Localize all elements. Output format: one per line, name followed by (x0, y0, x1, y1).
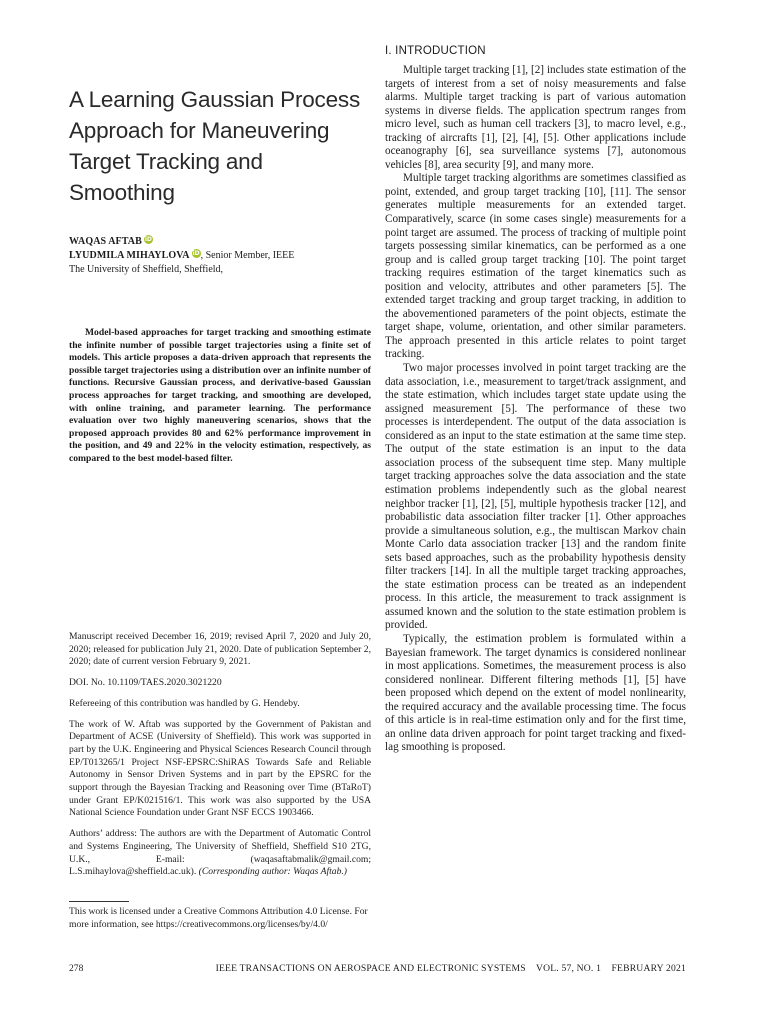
doi: DOI. No. 10.1109/TAES.2020.3021220 (69, 677, 222, 689)
author-name: WAQAS AFTAB (69, 236, 142, 247)
corresponding-author: (Corresponding author: Waqas Aftab.) (198, 866, 347, 878)
license-footnote: This work is licensed under a Creative Commons Attribution 4.0 License. For more information, see https://creativecommons.org/licenses/by/4.0/ (69, 906, 368, 930)
page-number: 278 (69, 963, 84, 974)
orcid-icon[interactable]: iD (144, 236, 152, 243)
author-suffix: , Senior Member, IEEE (200, 250, 295, 261)
paragraph: Two major processes involved in point target tracking are the data association, i.e., measurement to target/track assignment, and the state estimation, which includes target state update using the assigned measurement [5]. The performance of these two processes is interdependent. The output of the data association is considered as an input to the state estimation at the same time step. The output of the state estimation is an input to the data association process of the subsequent time step. Many multiple target tracking approaches solve the data association and the state estimation problems independently such as the global nearest neighbor tracker [1], [2], [5], multiple hypothesis tracker [12], and probabilistic data association filter tracker [1]. Other approaches provide a simultaneous solution, e.g., the multiscan Markov chain Monte Carlo data association tracker [13] and the random finite sets based approaches, such as the probability hypothesis density filter trackers [14]. In all the multiple target tracking approaches, the state estimation process can be treated as an independent process. In this article, the measurement to track assignment is assumed known and the solution to the state estimation problem is provided. (385, 362, 686, 632)
introduction-section (385, 45, 686, 755)
paragraph: Typically, the estimation problem is formulated within a Bayesian framework. The target dynamics is considered nonlinear in most applications. Sometimes, the measurement process is also considered nonlinear. Different filtering methods [1], [5] have been proposed which depend on the extent of model nonlinearity, the required accuracy and the available processing time. The focus of this article is in real-time estimation only and for the first time, an online data driven approach for point target tracking and fixed-lag smoothing is proposed. (385, 632, 686, 754)
manuscript-dates: Manuscript received December 16, 2019; revised April 7, 2020 and July 20, 2020; released for publication July 21, 2020. Date of publication September 2, 2020; date of current version February 9, 2021. (69, 631, 371, 668)
author-block (69, 235, 371, 277)
paper-title: A Learning Gaussian Process Approach for Maneuvering Target Tracking and Smoothing (69, 87, 361, 205)
title-block (69, 84, 371, 208)
manuscript-info (69, 631, 371, 887)
orcid-icon[interactable]: iD (192, 250, 200, 257)
author-2 (69, 249, 371, 263)
funding-note: The work of W. Aftab was supported by the Government of Pakistan and Department of ACSE (University of Sheffield). This work was supported in part by the U.K. Engineering and Physical Sciences Research Council through EP/T013265/1 Project NSF-EPSRC:ShiRAS Towards Safe and Reliable Autonomy in Sensor Driven Systems and in part by the EPSRC for the support through the Bayesian Tracking and Reasoning over Time (BTaRoT) under Grant EP/K021516/1. This work was also supported by the USA National Science Foundation under Grant NSF ECCS 1903466. (69, 718, 371, 819)
footnote-divider (69, 901, 129, 902)
journal-info: IEEE TRANSACTIONS ON AEROSPACE AND ELECTRONIC SYSTEMS VOL. 57, NO. 1 FEBRUARY 2021 (215, 963, 686, 974)
page-footer (69, 963, 686, 974)
paragraph: Multiple target tracking algorithms are sometimes classified as point, extended, and group target tracking [10], [11]. The sensor generates multiple measurements for an extended target. Comparatively, scarce (in some cases single) measurements for a point target are assumed. The process of tracking of multiple point targets possessing similar kinematics, can be performed as a one group and is called group target tracking [10]. The point target tracking requires estimation of the target kinematics such as position and velocity, attributes and other parameters [5]. The extended target tracking and group target tracking, in addition to the abovementioned parameters of the point objects, estimate the target shape, volume, orientation, and other similar parameters. The approach presented in this article relates to point target tracking. (385, 172, 686, 361)
author-1 (69, 235, 371, 249)
paragraph: Multiple target tracking [1], [2] includes state estimation of the targets of interest from a set of noisy measurements and false alarms. Multiple target tracking is part of various automation systems in diverse fields. The application spectrum ranges from micro level, such as human cell trackers [3], to macro level, e.g., tracking of aircrafts [1], [2], [4], [5]. Other applications include oceanography [6], sea surveillance systems [7], autonomous vehicles [8], area security [9], and many more. (385, 64, 686, 171)
address-text: Authors’ address: The authors are with the Department of Automatic Control and Systems Engineering, The University of Sheffield, Sheffield S10 2TG, U.K., E-mail: (waqasaftabmalik@gmail.com; L.S.mihaylova@sheffield.ac.uk). (69, 828, 371, 878)
abstract: Model-based approaches for target tracking and smoothing estimate the infinite number of possible target trajectories using a finite set of models. This article proposes a data-driven approach that represents the possible target trajectories using a distribution over an infinite number of functions. Recursive Gaussian process, and derivative-based Gaussian process approaches for target tracking, and smoothing are developed, with online training, and parameter learning. The performance evaluation over two highly maneuvering scenarios, shows that the proposed approach provides 80 and 62% performance improvement in the position, and 49 and 22% in the velocity estimation, respectively, as compared to the best model-based filter. (69, 327, 371, 464)
author-name: LYUDMILA MIHAYLOVA (69, 250, 190, 261)
affiliation: The University of Sheffield, Sheffield, (69, 264, 224, 275)
refereeing-note: Refereeing of this contribution was handled by G. Hendeby. (69, 697, 300, 709)
section-heading: I. INTRODUCTION (385, 45, 486, 57)
authors-address (69, 828, 371, 879)
